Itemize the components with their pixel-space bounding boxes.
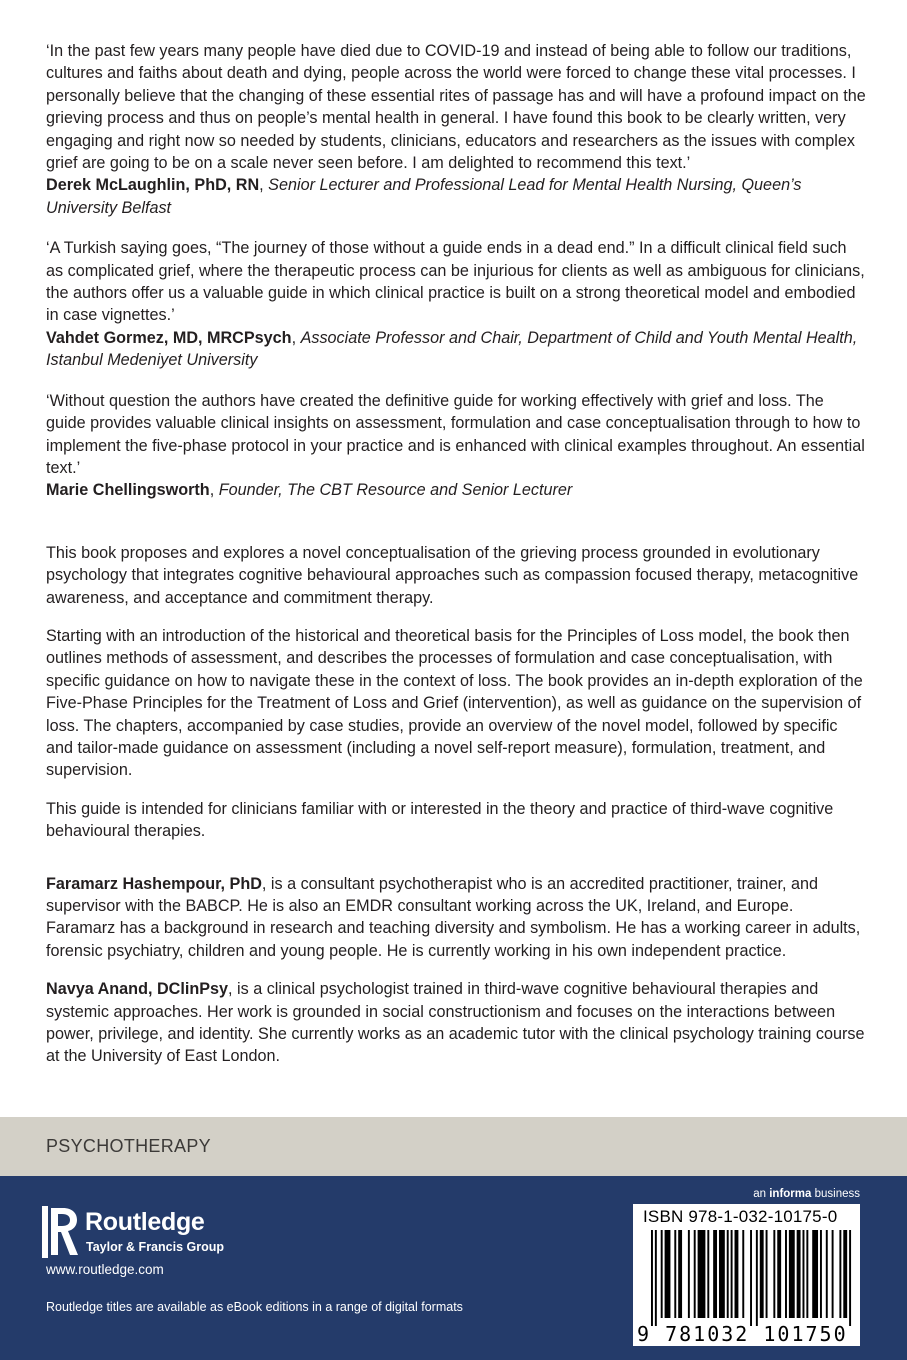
author-bio-1 bbox=[46, 873, 866, 963]
endorser-role: Senior Lecturer and Professional Lead for Mental Health Nursing, Queen’s University Belfast bbox=[46, 176, 802, 217]
category-label: PSYCHOTHERAPY bbox=[46, 1136, 211, 1156]
author-bio-text: , is a consultant psychotherapist who is an accredited practitioner, trainer, and supervisor with the BABCP. He is also an EMDR consultant working across the UK, Ireland, and Europe. Faramarz has a background in research and teaching diversity and symbolism. He has a working career in adults, forensic psychiatry, children and young people. He is currently working in his own independent practice. bbox=[46, 874, 861, 960]
endorser-role: Founder, The CBT Resource and Senior Lecturer bbox=[218, 481, 573, 500]
endorsement-1 bbox=[46, 40, 866, 219]
endorser-name: Marie Chellingsworth bbox=[46, 481, 210, 500]
author-name: Navya Anand, DClinPsy bbox=[46, 980, 229, 999]
isbn-barcode bbox=[633, 1204, 860, 1346]
publisher-website-link[interactable]: www.routledge.com bbox=[46, 1262, 164, 1277]
endorsement-2 bbox=[46, 237, 866, 371]
barcode-digits: 9 781032 101750 bbox=[637, 1322, 848, 1346]
routledge-r-icon bbox=[40, 1204, 80, 1260]
publisher-footer bbox=[0, 1176, 907, 1360]
isbn-number: ISBN 978-1-032-10175-0 bbox=[643, 1207, 838, 1226]
author-bio-text: , is a clinical psychologist trained in third-wave cognitive behavioural therapies and systemic approaches. Her work is grounded in social constructionism and focuses on the interactions between power, privilege, and identity. She currently works as an academic tutor with the clinical psychology training course at the University of East London. bbox=[46, 980, 865, 1066]
category-band bbox=[0, 1117, 907, 1176]
publisher-name: Routledge bbox=[85, 1208, 205, 1236]
publisher-group: Taylor & Francis Group bbox=[86, 1240, 224, 1254]
description-paragraph-2: Starting with an introduction of the historical and theoretical basis for the Principles of Loss model, the book then outlines methods of assessment, and describes the processes of formulation and case conceptualisation, with specific guidance on how to navigate these in the context of loss. The book provides an in-depth exploration of the Five-Phase Principles for the Treatment of Loss and Grief (intervention), as well as guidance on the supervision of loss. The chapters, accompanied by case studies, provide an overview of the novel model, followed by specific and tailor-made guidance on assessment (including a novel self-report measure), formulation, treatment, and supervision. bbox=[46, 626, 863, 780]
author-bio-2 bbox=[46, 978, 866, 1068]
endorser-role: Associate Professor and Chair, Department of Child and Youth Mental Health, Istanbul Medeniyet University bbox=[46, 328, 858, 370]
endorsement-attribution: Marie Chellingsworth, Founder, The CBT Resource and Senior Lecturer bbox=[46, 481, 573, 500]
back-cover-text bbox=[46, 40, 866, 1084]
author-name: Faramarz Hashempour, PhD bbox=[46, 874, 262, 893]
barcode-icon bbox=[651, 1230, 853, 1326]
endorsement-quote: ‘A Turkish saying goes, “The journey of those without a guide ends in a dead end.” In a difficult clinical field such as complicated grief, where the therapeutic process can be injurious for clients as well as ambiguous for clinicians, the authors offer us a valuable guide in which clinical practice is built on a strong theoretical model and embodied in case vignettes.’ bbox=[46, 239, 865, 325]
routledge-logo bbox=[40, 1204, 230, 1260]
endorsement-attribution: Derek McLaughlin, PhD, RN, Senior Lecturer and Professional Lead for Mental Health Nursing, Queen’s University Belfast bbox=[46, 176, 802, 217]
endorsement-attribution: Vahdet Gormez, MD, MRCPsych, Associate Professor and Chair, Department of Child and Youth Mental Health, Istanbul Medeniyet University bbox=[46, 328, 858, 370]
endorsement-quote: ‘Without question the authors have created the definitive guide for working effectively with grief and loss. The guide provides valuable clinical insights on assessment, formulation and case conceptualisation through to how to implement the five-phase protocol in your practice and is enhanced with clinical examples throughout. An essential text.’ bbox=[46, 391, 865, 477]
endorser-name: Vahdet Gormez, MD, MRCPsych bbox=[46, 328, 292, 347]
endorsement-3 bbox=[46, 390, 866, 502]
description-paragraph-3: This guide is intended for clinicians familiar with or interested in the theory and practice of third-wave cognitive behavioural therapies. bbox=[46, 799, 834, 841]
ebook-note: Routledge titles are available as eBook editions in a range of digital formats bbox=[46, 1300, 463, 1314]
endorsement-quote: ‘In the past few years many people have died due to COVID-19 and instead of being able to follow our traditions, cultures and faiths about death and dying, people across the world were forced to change these vital processes. I personally believe that the changing of these essential rites of passage has and will have a profound impact on the grieving process and thus on people’s mental health in general. I have found this book to be clearly written, very engaging and right now so needed by students, clinicians, educators and researchers as the issues with complex grief are going to be on a scale never seen before. I am delighted to recommend this text.’ bbox=[46, 42, 866, 173]
endorser-name: Derek McLaughlin, PhD, RN bbox=[46, 176, 260, 195]
description-paragraph-1: This book proposes and explores a novel conceptualisation of the grieving process grounded in evolutionary psychology that integrates cognitive behavioural approaches such as compassion focused therapy, metacognitive awareness, and acceptance and commitment therapy. bbox=[46, 543, 859, 607]
informa-tagline: an informa business bbox=[753, 1188, 860, 1200]
